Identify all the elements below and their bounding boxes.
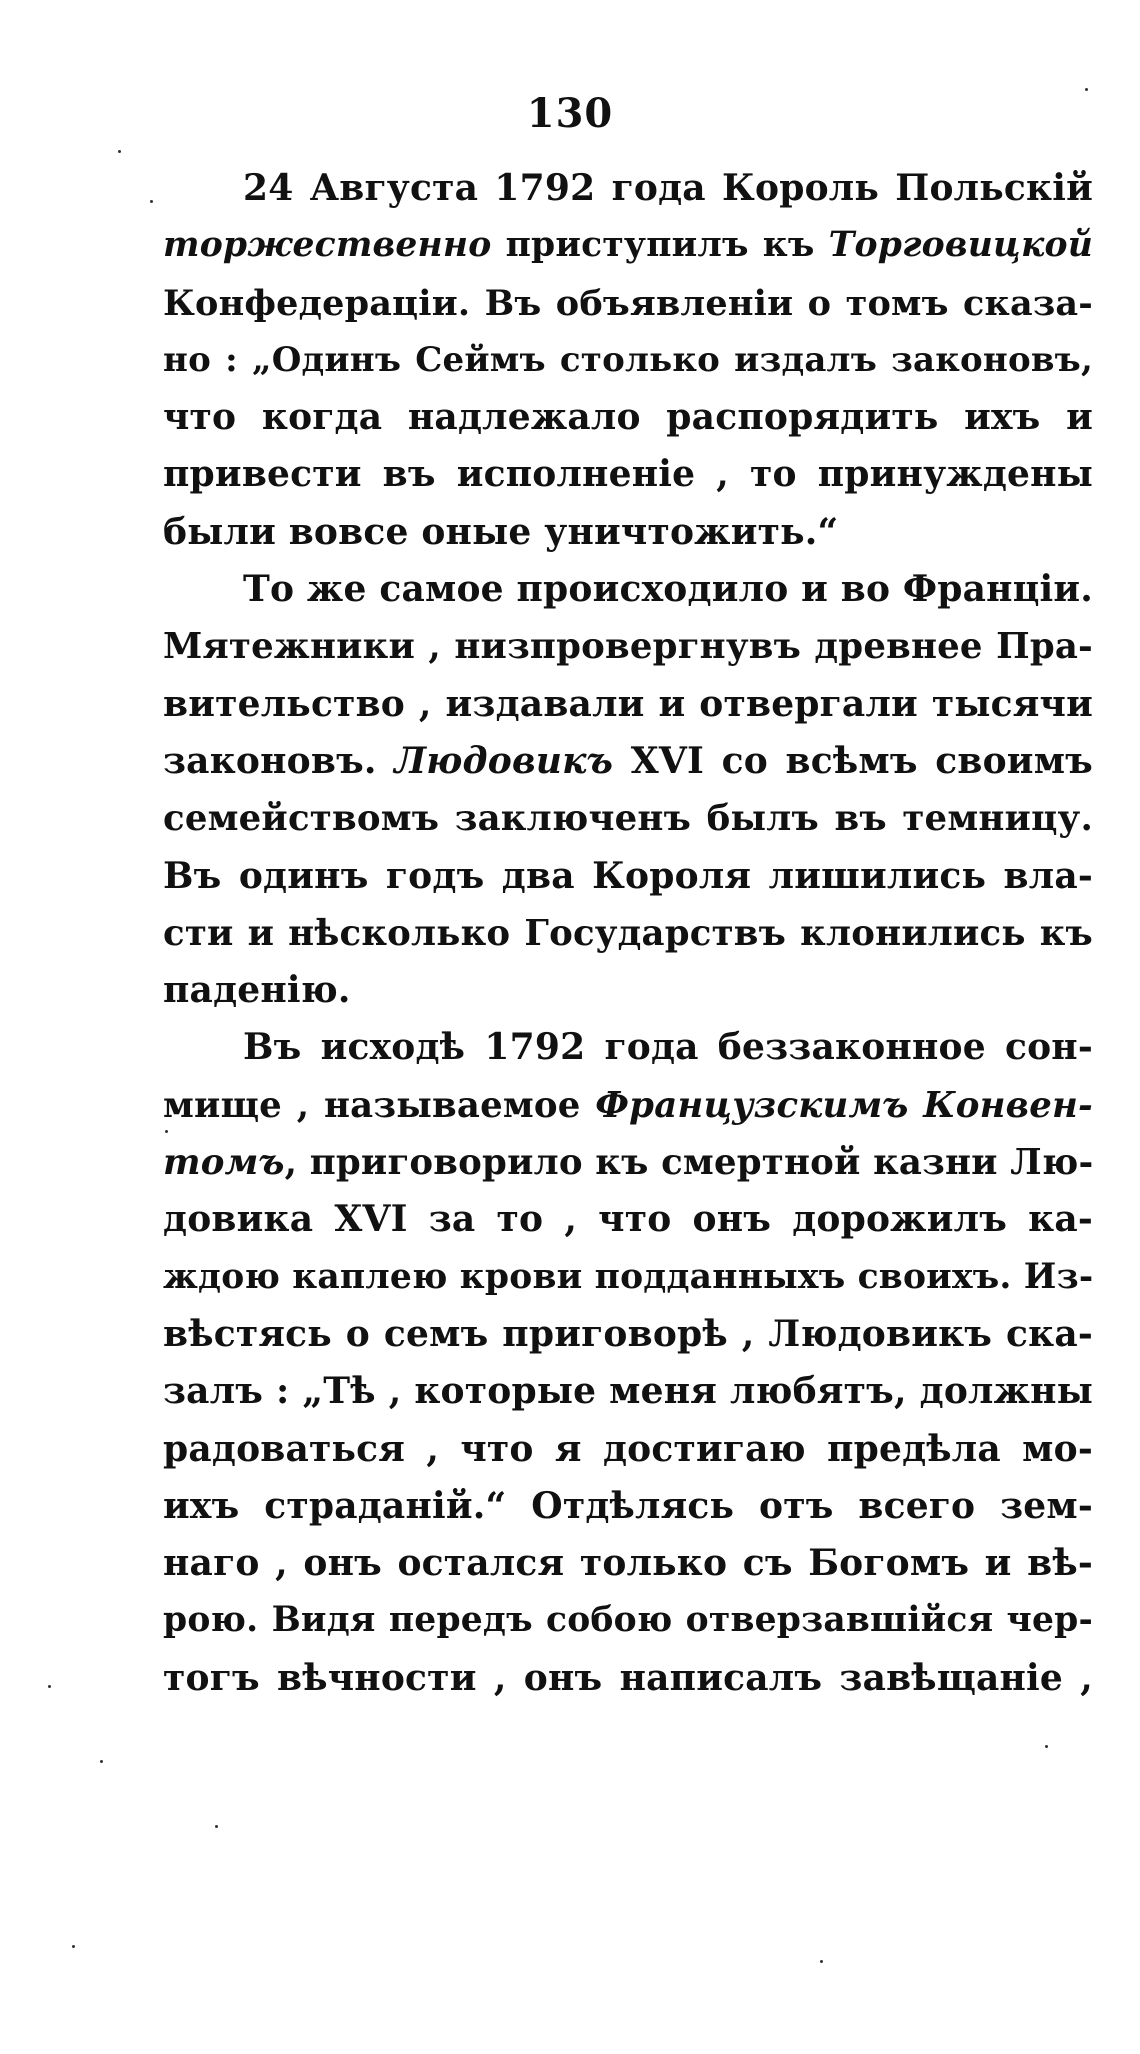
text-run: XVI со всѣмъ своимъ [613,739,1093,782]
scan-speck [48,1685,51,1688]
paragraph [163,160,1093,561]
text-run: Въ исходѣ 1792 года беззаконное сон- [243,1026,1093,1069]
text-run: 24 Августа 1792 года Король Польскій [243,167,1093,209]
scan-speck [150,200,153,203]
text-line [163,332,1093,389]
text-run: Конфедераціи. Въ объявленіи о томъ сказа- [163,282,1093,324]
text-run: тогъ вѣчности , онъ написалъ завѣщаніе , [163,1656,1093,1699]
page-number: 130 [526,90,614,137]
text-run: ихъ страданій.“ Отдѣлясь отъ всего зем- [163,1484,1093,1527]
text-run: радоваться , что я достигаю предѣла мо- [163,1427,1093,1470]
text-line [163,561,1093,618]
italic-text: Французскимъ Конвен- [595,1084,1093,1126]
text-run: рою. Видя передъ собою отверзавшійся чер- [163,1600,1093,1641]
text-line [163,1249,1093,1306]
text-run: довика XVI за то , что онъ дорожилъ ка- [163,1198,1093,1241]
text-line [163,962,1093,1019]
scan-speck [1085,88,1088,91]
italic-text: торжественно [163,225,492,266]
scan-speck [72,1945,75,1948]
text-run: законовъ. [163,739,395,782]
text-line [163,1134,1093,1191]
text-line [163,275,1093,332]
text-line [163,733,1093,790]
text-line [163,790,1093,847]
text-run: сти и нѣсколько Государствъ клонились къ [163,912,1093,954]
text-run: привести въ исполненіе , то принуждены [163,453,1093,496]
text-line [163,1306,1093,1363]
text-run: вительство , издавали и отвергали тысячи [163,682,1093,725]
text-run: , приговорило къ смертной казни Лю- [284,1142,1094,1184]
text-line [163,504,1093,561]
scan-speck [100,1760,103,1763]
paragraph [163,1019,1093,1707]
text-run: ждою каплею крови подданныхъ своихъ. Из- [163,1256,1094,1297]
text-line [163,160,1093,217]
body-text [163,160,1093,1707]
text-line [163,618,1093,675]
text-line [163,446,1093,503]
text-run: Въ одинъ годъ два Короля лишились вла- [163,854,1093,897]
text-line [163,676,1093,733]
text-run: мище , называемое [163,1084,596,1126]
text-line [163,389,1093,446]
text-run: вѣстясь о семъ приговорѣ , Людовикъ ска- [163,1312,1093,1355]
text-run: паденію. [163,969,351,1012]
text-line [163,1019,1093,1076]
italic-text: Торговицкой [828,225,1093,266]
scan-speck [165,1130,168,1133]
text-line [163,1077,1093,1134]
text-run: наго , онъ остался только съ Богомъ и вѣ- [163,1542,1093,1585]
text-line [163,905,1093,962]
text-run: Мятежники , низпровергнувъ древнее Пра- [163,626,1093,668]
scan-speck [215,1825,218,1828]
paragraph [163,561,1093,1019]
text-line [163,1592,1093,1649]
text-line [163,1421,1093,1478]
italic-text: томъ [163,1142,285,1184]
scan-speck [820,1960,823,1963]
italic-text: Людовикъ [394,739,614,782]
text-run: семействомъ заключенъ былъ въ темницу. [163,798,1093,840]
text-line [163,1191,1093,1248]
text-line [163,217,1093,274]
text-line [163,1650,1093,1707]
text-line [163,1363,1093,1420]
scan-speck [1045,1745,1048,1748]
text-line [163,1478,1093,1535]
scan-speck [118,150,121,153]
text-run: приступилъ къ [491,225,829,266]
text-run: То же самое происходило и во Франціи. [243,568,1094,611]
text-run: были вовсе оные уничтожить.“ [163,510,839,553]
text-run: что когда надлежало распорядить ихъ и [163,396,1093,439]
text-run: но : „Одинъ Сеймъ столько издалъ законовъ, [163,339,1093,380]
text-line [163,848,1093,905]
text-line [163,1535,1093,1592]
text-run: залъ : „Тѣ , которые меня любятъ, должны [163,1370,1093,1413]
